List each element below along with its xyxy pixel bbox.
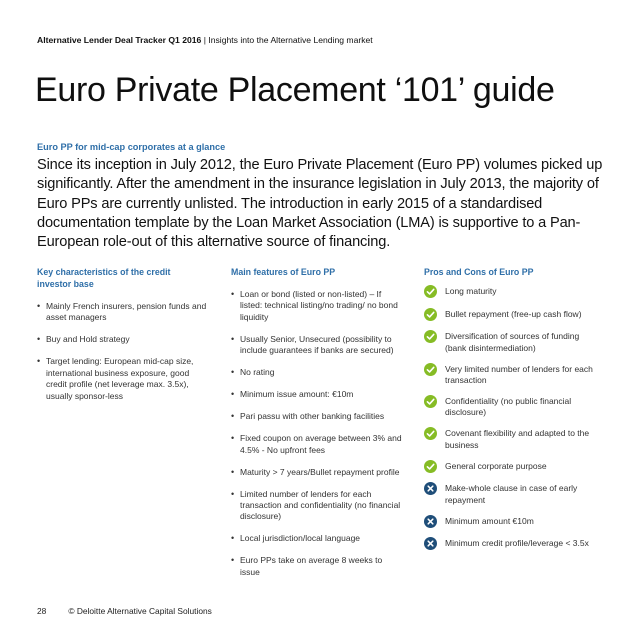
characteristic-item: • Buy and Hold strategy <box>37 334 207 345</box>
check-icon <box>424 460 437 473</box>
characteristics-heading: Key characteristics of the credit investor base <box>37 267 171 289</box>
feature-item: • Usually Senior, Unsecured (possibility to include guarantees if banks are secured) <box>231 334 403 357</box>
con-item <box>424 538 602 551</box>
features-list <box>231 289 403 578</box>
cross-icon <box>424 537 437 550</box>
con-item <box>424 516 602 529</box>
feature-item: • Maturity > 7 years/Bullet repayment profile <box>231 467 403 478</box>
feature-item: • Limited number of lenders for each transaction and confidentiality (no financial disclosure) <box>231 489 403 523</box>
pros-cons-text: Minimum credit profile/leverage < 3.5x <box>445 538 589 549</box>
report-name: Alternative Lender Deal Tracker Q1 2016 <box>37 35 202 45</box>
pro-item <box>424 364 602 387</box>
check-icon <box>424 308 437 321</box>
page-number: 28 <box>37 606 47 616</box>
pros-cons-text: Very limited number of lenders for each transaction <box>445 363 593 385</box>
feature-item: • Minimum issue amount: €10m <box>231 389 403 400</box>
check-icon <box>424 363 437 376</box>
page-footer <box>37 606 212 616</box>
feature-item: • Fixed coupon on average between 3% and 4.5% - No upfront fees <box>231 433 403 456</box>
pros-cons-text: Bullet repayment (free-up cash flow) <box>445 308 582 319</box>
check-icon <box>424 330 437 343</box>
pro-item <box>424 396 602 419</box>
header-separator: | <box>201 35 209 45</box>
pros-cons-heading: Pros and Cons of Euro PP <box>424 267 534 277</box>
feature-item: • Local jurisdiction/local language <box>231 533 403 544</box>
check-icon <box>424 427 437 440</box>
report-header <box>37 35 373 45</box>
section-subheading: Euro PP for mid-cap corporates at a glance <box>37 142 226 152</box>
pros-cons-column <box>424 266 602 561</box>
pro-item <box>424 461 602 474</box>
feature-item: • Euro PPs take on average 8 weeks to issue <box>231 555 403 578</box>
footer-copyright: © Deloitte Alternative Capital Solutions <box>68 606 212 616</box>
pros-cons-text: Make-whole clause in case of early repayment <box>445 483 578 505</box>
characteristic-item: • Target lending: European mid-cap size, international business exposure, good credit profile (net leverage max. 3.5x), usually sponsor-less <box>37 356 207 402</box>
pros-cons-text: Long maturity <box>445 286 497 296</box>
characteristic-item: • Mainly French insurers, pension funds and asset managers <box>37 301 207 324</box>
pros-cons-list <box>424 286 602 551</box>
report-tagline: Insights into the Alternative Lending market <box>208 35 373 45</box>
cross-icon <box>424 515 437 528</box>
pro-item <box>424 286 602 299</box>
pros-cons-text: Covenant flexibility and adapted to the business <box>445 428 590 450</box>
cross-icon <box>424 482 437 495</box>
con-item <box>424 483 602 506</box>
pro-item <box>424 428 602 451</box>
check-icon <box>424 285 437 298</box>
pros-cons-text: Diversification of sources of funding (bank disintermediation) <box>445 331 580 353</box>
pro-item <box>424 331 602 354</box>
check-icon <box>424 395 437 408</box>
feature-item: • Pari passu with other banking facilities <box>231 411 403 422</box>
characteristics-column <box>37 266 207 413</box>
feature-item: • Loan or bond (listed or non-listed) – If listed: technical listing/no trading/ no bond liquidity <box>231 289 403 323</box>
feature-item: • No rating <box>231 367 403 378</box>
features-heading: Main features of Euro PP <box>231 267 336 277</box>
pros-cons-text: General corporate purpose <box>445 460 547 471</box>
pro-item <box>424 309 602 322</box>
page-title: Euro Private Placement ‘101’ guide <box>35 71 555 109</box>
intro-paragraph: Since its inception in July 2012, the Euro Private Placement (Euro PP) volumes picked up significantly. After the amendment in the insurance legislation in July 2013, the majority of Euro PPs are currently unlisted. The introduction in early 2015 of a standardised documentation template by the Loan Market Association (LMA) is supportive to a Pan-European role-out of this alternative source of financing. <box>37 157 603 251</box>
features-column <box>231 266 403 589</box>
pros-cons-text: Confidentiality (no public financial disclosure) <box>445 396 572 418</box>
pros-cons-text: Minimum amount €10m <box>445 515 534 526</box>
characteristics-list <box>37 301 207 402</box>
